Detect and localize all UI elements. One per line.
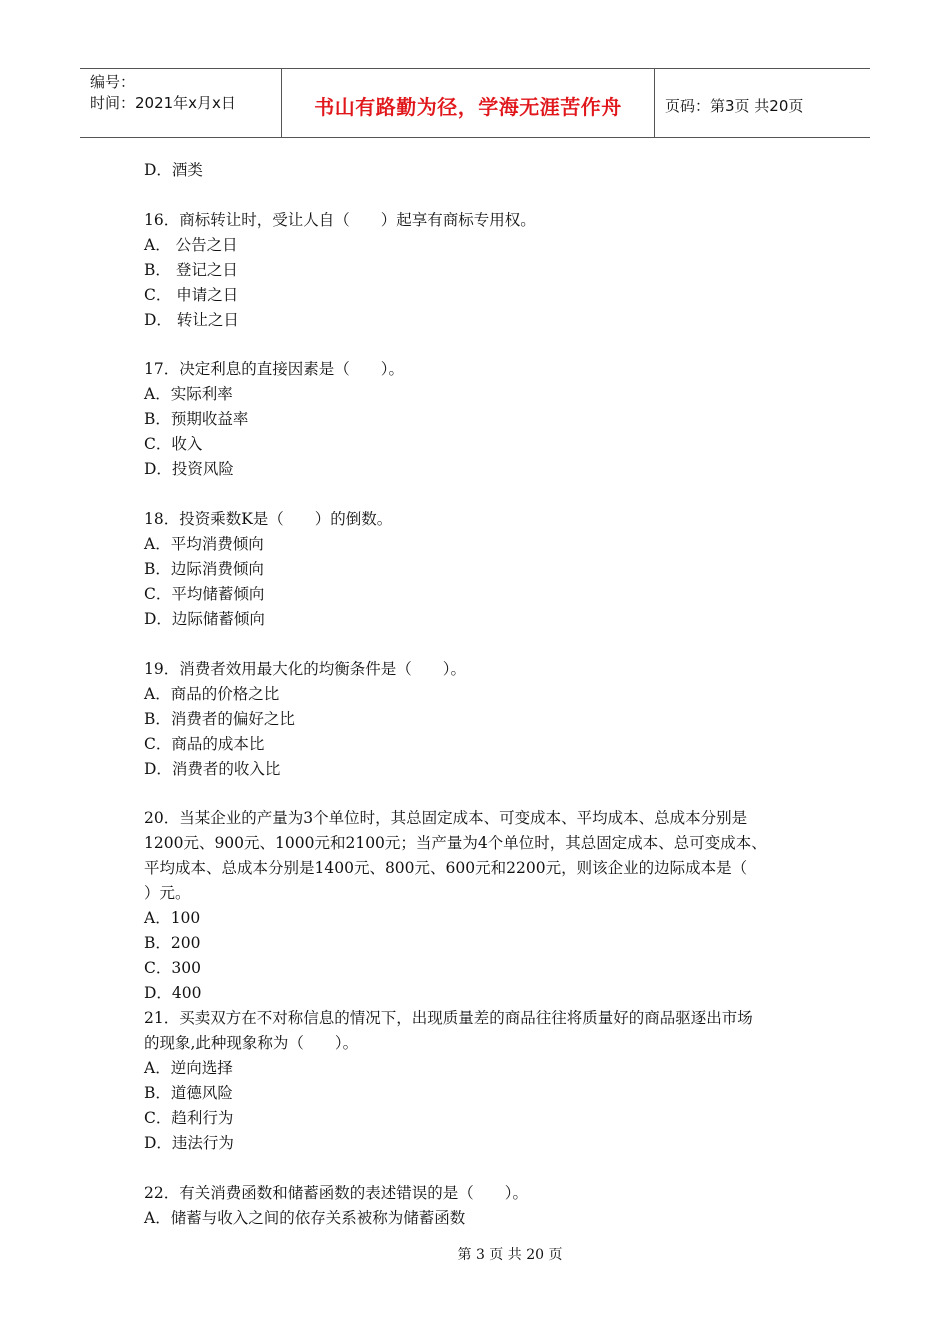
text-line: D．投资风险 xyxy=(144,460,234,479)
text-line: C．平均储蓄倾向 xyxy=(144,585,265,604)
text-line: 的现象,此种现象称为（ ）。 xyxy=(144,1034,359,1053)
text-line: A． 公告之日 xyxy=(144,235,238,254)
text-line: C．趋利行为 xyxy=(144,1109,234,1128)
page-header xyxy=(80,68,870,138)
question-content xyxy=(144,158,814,1231)
text-line: B．道德风险 xyxy=(144,1084,233,1103)
text-line: B．200 xyxy=(144,934,201,953)
text-line: 1200元、900元、1000元和2100元；当产量为4个单位时，其总固定成本、总可变成本、 xyxy=(144,834,767,853)
text-line: 18．投资乘数K是（ ）的倒数。 xyxy=(144,510,393,529)
text-line: D．违法行为 xyxy=(144,1134,234,1153)
page-footer: 第 3 页 共 20 页 xyxy=(457,1247,563,1263)
header-meta xyxy=(80,69,282,137)
text-line: 17．决定利息的直接因素是（ ）。 xyxy=(144,360,404,379)
text-line: D．酒类 xyxy=(144,161,203,179)
text-line: B．消费者的偏好之比 xyxy=(144,709,295,728)
spacer xyxy=(144,632,814,657)
header-page-info: 页码：第3页 共20页 xyxy=(665,96,804,115)
spacer xyxy=(144,1156,814,1181)
text-line: 19．消费者效用最大化的均衡条件是（ ）。 xyxy=(144,659,466,678)
text-line: B．预期收益率 xyxy=(144,410,249,429)
text-line: C．300 xyxy=(144,959,201,978)
text-line: C．商品的成本比 xyxy=(144,734,265,753)
header-motto: 书山有路勤为径，学海无涯苦作舟 xyxy=(282,69,655,137)
text-line: ）元。 xyxy=(144,884,191,903)
spacer xyxy=(144,482,814,507)
spacer xyxy=(144,782,814,807)
doc-time-label: 时间：2021年x月x日 xyxy=(90,94,236,112)
text-line: D．400 xyxy=(144,984,202,1003)
text-line: A．平均消费倾向 xyxy=(144,535,264,554)
text-line: 21．买卖双方在不对称信息的情况下，出现质量差的商品往往将质量好的商品驱逐出市场 xyxy=(144,1009,753,1028)
text-line: D．边际储蓄倾向 xyxy=(144,610,265,629)
text-line: 20．当某企业的产量为3个单位时，其总固定成本、可变成本、平均成本、总成本分别是 xyxy=(144,809,748,828)
text-line: 平均成本、总成本分别是1400元、800元、600元和2200元，则该企业的边际成本是（ xyxy=(144,859,748,878)
text-line: C．收入 xyxy=(144,435,203,454)
text-line: A．逆向选择 xyxy=(144,1059,233,1078)
text-line: A．实际利率 xyxy=(144,385,233,404)
spacer xyxy=(144,183,814,208)
text-line: 16．商标转让时，受让人自（ ）起享有商标专用权。 xyxy=(144,210,536,229)
spacer xyxy=(144,333,814,358)
text-line: A．储蓄与收入之间的依存关系被称为储蓄函数 xyxy=(144,1209,466,1228)
text-line: A．商品的价格之比 xyxy=(144,684,280,703)
text-line: C． 申请之日 xyxy=(144,285,239,304)
text-line: B．边际消费倾向 xyxy=(144,560,264,579)
text-line: D． 转让之日 xyxy=(144,310,239,329)
text-line: 22．有关消费函数和储蓄函数的表述错误的是（ ）。 xyxy=(144,1184,528,1203)
text-line: A．100 xyxy=(144,909,201,928)
doc-number-label: 编号： xyxy=(90,73,136,91)
text-line: D．消费者的收入比 xyxy=(144,759,281,778)
text-line: B． 登记之日 xyxy=(144,260,238,279)
